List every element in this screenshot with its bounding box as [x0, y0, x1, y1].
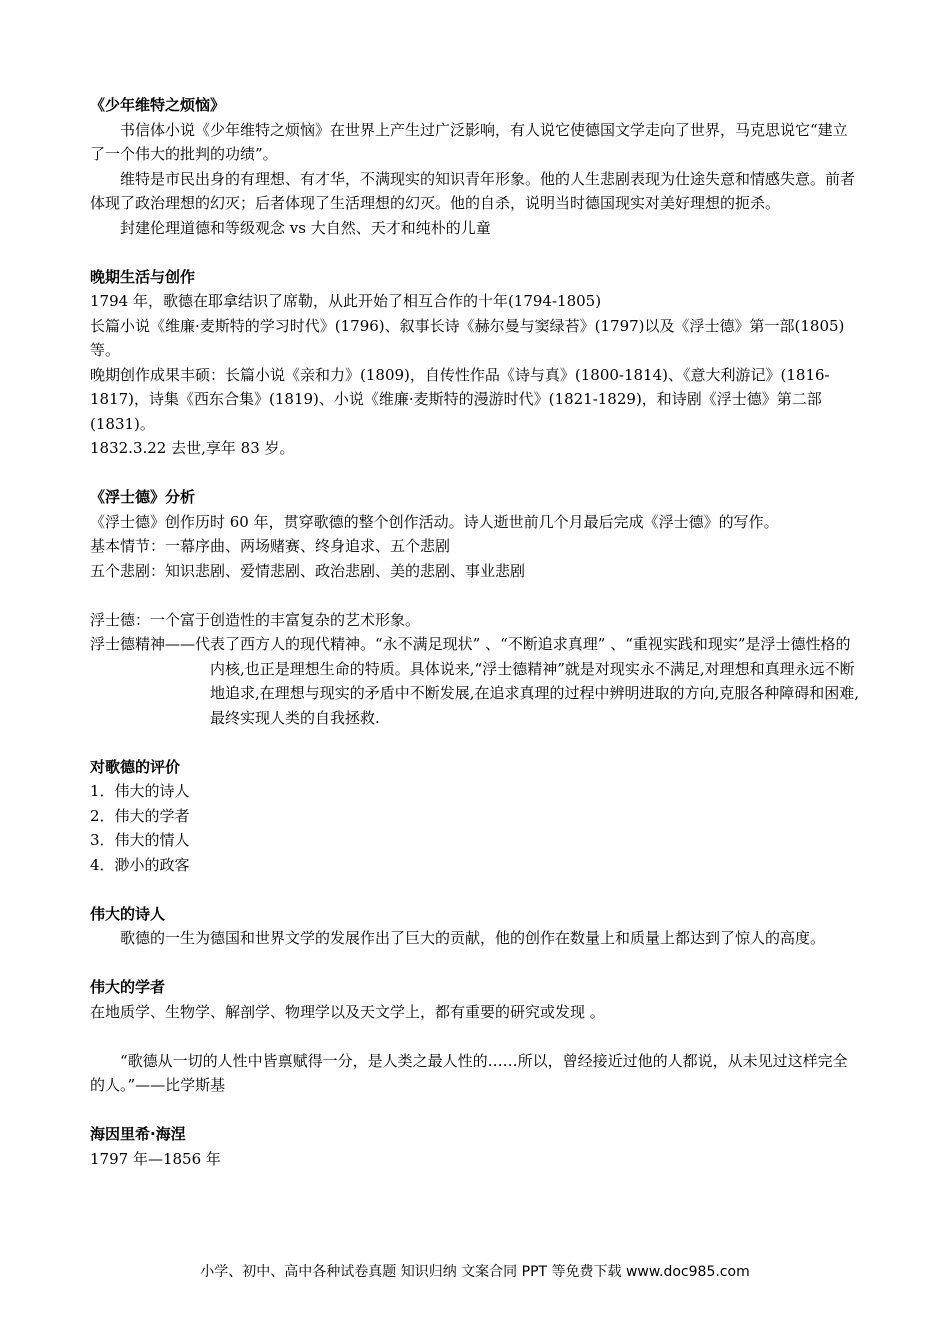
faust-paragraph-1: 《浮士德》创作历时 60 年，贯穿歌德的整个创作活动。诗人逝世前几个月最后完成《浮士德》的写作。	[90, 512, 779, 531]
section-title-poet: 伟大的诗人	[90, 904, 166, 923]
spacer	[90, 877, 860, 902]
faust-paragraph-4: 浮士德：一个富于创造性的丰富复杂的艺术形象。	[90, 610, 421, 629]
document-body	[90, 93, 860, 1171]
evaluation-item: 2．伟大的学者	[90, 806, 190, 825]
faust-paragraph-3: 五个悲剧：知识悲剧、爱情悲剧、政治悲剧、美的悲剧、事业悲剧	[90, 561, 526, 580]
faust-spirit-paragraph: 浮士德精神——代表了西方人的现代精神。“永不满足现状” 、“不断追求真理” 、“重视实践和现实”是浮士德性格的内核,也正是理想生命的特质。具体说来,“浮士德精神”就是对现实永不满足,对理想和真理永远不断地追求,在理想与现实的矛盾中不断发展,在追求真理的过程中辨明进取的方向,克服各种障碍和困难,最终实现人类的自我拯救.	[90, 635, 860, 727]
werther-paragraph-3: 封建伦理道德和等级观念 vs 大自然、天才和纯朴的儿童	[120, 218, 491, 237]
spacer	[90, 240, 860, 265]
scholar-paragraph: 在地质学、生物学、解剖学、物理学以及天文学上，都有重要的研究或发现 。	[90, 1002, 605, 1021]
poet-paragraph: 歌德的一生为德国和世界文学的发展作出了巨大的贡献，他的创作在数量上和质量上都达到了惊人的高度。	[120, 929, 826, 947]
section-title-scholar: 伟大的学者	[90, 978, 166, 996]
spacer	[90, 951, 860, 976]
scholar-quote: “歌德从一切的人性中皆禀赋得一分，是人类之最人性的……所以，曾经接近过他的人都说，从未见过这样完全的人。”——比学斯基	[90, 1051, 848, 1094]
section-title-werther: 《少年维特之烦恼》	[90, 96, 226, 114]
late-paragraph-1: 1794 年，歌德在耶拿结识了席勒，从此开始了相互合作的十年(1794-1805)	[90, 292, 602, 310]
evaluation-item: 4．渺小的政客	[90, 855, 190, 874]
section-title-faust: 《浮士德》分析	[90, 488, 196, 506]
late-paragraph-2: 长篇小说《维廉·麦斯特的学习时代》(1796)、叙事长诗《赫尔曼与窦绿苔》(1797)以及《浮士德》第一部(1805)等。	[90, 316, 845, 359]
werther-paragraph-1: 书信体小说《少年维特之烦恼》在世界上产生过广泛影响，有人说它使德国文学走向了世界，马克思说它“建立了一个伟大的批判的功绩”。	[90, 120, 848, 163]
evaluation-item: 1．伟大的诗人	[90, 782, 190, 800]
page-footer: 小学、初中、高中各种试卷真题 知识归纳 文案合同 PPT 等免费下载 www.doc985.com	[200, 1264, 750, 1280]
late-paragraph-4: 1832.3.22 去世,享年 83 岁。	[90, 439, 295, 457]
werther-paragraph-2: 维特是市民出身的有理想、有才华，不满现实的知识青年形象。他的人生悲剧表现为仕途失意和情感失意。前者体现了政治理想的幻灭；后者体现了生活理想的幻灭。他的自杀，说明当时德国现实对美好理想的扼杀。	[90, 169, 856, 212]
heine-dates: 1797 年—1856 年	[90, 1149, 221, 1168]
faust-paragraph-2: 基本情节：一幕序曲、两场赌赛、终身追求、五个悲剧	[90, 537, 451, 555]
spacer	[90, 1024, 860, 1049]
spacer	[90, 730, 860, 755]
late-paragraph-3: 晚期创作成果丰硕：长篇小说《亲和力》(1809)，自传性作品《诗与真》(1800-1814)、《意大利游记》(1816-1817)，诗集《西东合集》(1819)、小说《维廉·麦斯特的漫游时代》(1821-1829)，和诗剧《浮士德》第二部(1831)。	[90, 365, 830, 433]
evaluation-item: 3．伟大的情人	[90, 831, 190, 849]
spacer	[90, 461, 860, 486]
section-title-late-life: 晚期生活与创作	[90, 267, 196, 286]
spacer	[90, 1098, 860, 1123]
spacer	[90, 583, 860, 608]
section-title-heine: 海因里希·海涅	[90, 1125, 186, 1143]
section-title-evaluation: 对歌德的评价	[90, 757, 181, 776]
